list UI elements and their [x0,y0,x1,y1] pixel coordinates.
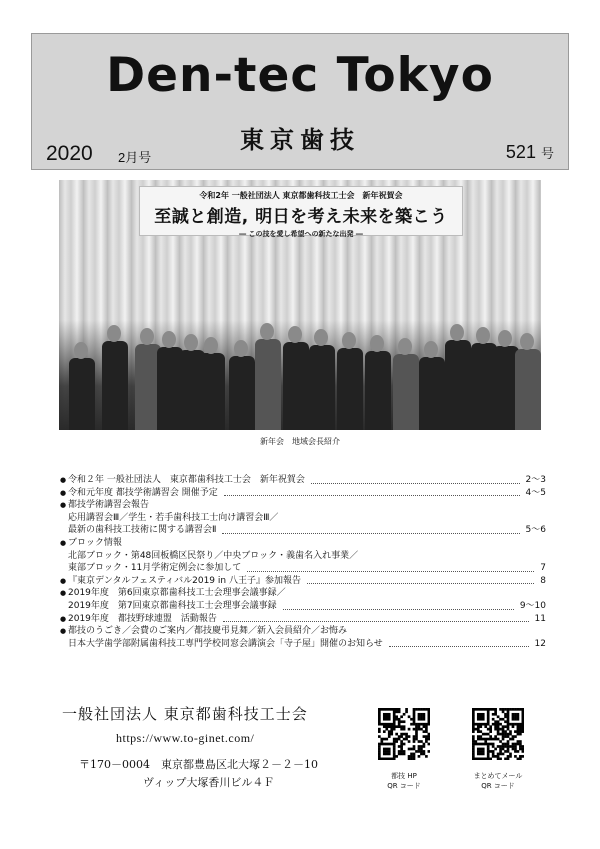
toc-entry-text: 最新の歯科技工技術に関する講習会Ⅱ [68,525,217,536]
toc-bullet: ● [60,476,67,484]
toc-entry-text: 令和２年 一般社団法人 東京都歯科技工士会 新年祝賀会 [68,475,305,485]
toc-page-number: 2～3 [525,475,546,485]
toc-entry-text: 北部ブロック・第48回板橋区民祭り／中央ブロック・義歯名入れ事業／ [68,550,359,561]
toc-row [60,613,546,626]
person-silhouette [283,342,309,430]
toc-bullet: ● [60,488,67,497]
qr-caption-homepage-line2: QR コード [387,782,421,790]
toc-page-number: 4～5 [525,487,546,498]
cover-photo [59,180,541,430]
toc-page-number: 8 [540,575,546,586]
person-head [498,330,512,347]
toc-row [60,575,546,588]
toc-entry-text: 日本大学歯学部附属歯科技工専門学校同窓会講演会「寺子屋」開催のお知らせ [68,638,383,649]
toc-page-number: 7 [540,563,546,574]
issue-number-suffix: 号 [540,146,554,161]
qr-caption-mail-line2: QR コード [481,782,515,790]
person-head [162,331,176,348]
toc-row [60,537,546,550]
issue-number [506,142,554,163]
toc-leader-dots [247,558,534,572]
toc-bullet: ● [60,576,67,585]
address-line-1: 〒170－0004 東京都豊島区北大塚２－２－10 [79,758,318,771]
toc-page-number: 11 [534,613,546,624]
banner-line-3: ― この技を愛し希望への新たな出発 ― [239,230,363,238]
event-banner [139,186,463,236]
person-head [424,341,438,358]
person-head [520,333,534,350]
toc-entry-text: 都技学術講習会報告 [68,500,150,511]
person-silhouette [337,348,363,430]
person-head [184,334,198,351]
qr-code-homepage[interactable] [378,708,430,760]
table-of-contents [60,474,546,650]
person-silhouette [309,345,335,430]
toc-entry-text: 都技のうごき／会費のご案内／都技慶弔見舞／新入会員紹介／お悔み [68,626,348,637]
issue-number-value: 521 [505,142,536,162]
person-silhouette [199,353,225,430]
person-silhouette [229,356,255,430]
toc-entry-text: 応用講習会Ⅲ／学生・若手歯科技工士向け講習会Ⅲ／ [68,512,279,523]
toc-row [60,524,546,537]
person-head [342,332,356,349]
issue-year: 2020 [46,142,93,165]
person-head [260,323,274,340]
banner-line-2: 至誠と創造, 明日を考え未来を築こう [154,207,448,227]
person-head [140,328,154,345]
person-head [204,337,218,354]
person-silhouette [69,358,95,430]
qr-caption-homepage-line1: 都技 HP [391,772,417,780]
toc-bullet: ● [60,501,67,510]
qr-caption-mail-line1: まとめてメール [473,772,523,780]
toc-leader-dots [224,483,520,497]
person-head [476,327,490,344]
toc-leader-dots [222,520,520,534]
toc-bullet: ● [60,614,67,623]
toc-row [60,499,546,512]
toc-entry-text: ブロック情報 [68,537,122,548]
toc-leader-dots [223,609,529,623]
person-head [450,324,464,341]
toc-leader-dots [311,470,520,484]
banner-line-1: 令和2年 一般社団法人 東京都歯科技工士会 新年祝賀会 [199,191,403,200]
toc-row [60,638,546,651]
person-head [288,326,302,343]
toc-bullet: ● [60,538,67,547]
toc-leader-dots [283,596,514,610]
person-head [398,338,412,355]
person-head [370,335,384,352]
toc-leader-dots [389,634,529,648]
toc-entry-text: 『東京デンタルフェスティバル2019 in 八王子』参加報告 [68,575,301,586]
qr-caption-homepage [364,771,444,791]
issue-month: 2月号 [118,150,152,165]
toc-entry-text: 2019年度 第7回東京都歯科技工士会理事会議事録 [68,600,277,611]
toc-page-number: 9～10 [519,600,546,611]
toc-bullet: ● [60,589,67,598]
person-silhouette [419,357,445,430]
toc-page-number: 12 [534,638,546,649]
person-silhouette [102,341,128,430]
qr-code-mail[interactable] [472,708,524,760]
person-head [107,325,121,342]
toc-leader-dots [307,571,534,585]
photo-caption: 新年会 地域会長紹介 [260,437,340,446]
person-silhouette [515,349,541,430]
toc-row [60,487,546,500]
toc-entry-text: 令和元年度 都技学術講習会 開催予定 [68,487,218,498]
toc-entry-text: 2019年度 第6回東京都歯科技工士会理事会議事録／ [68,588,286,599]
address-line-2: ヴィップ大塚香川ビル４Ｆ [143,776,275,789]
toc-entry-text: 東部ブロック・11月学術定例会に参加して [68,563,242,574]
toc-page-number: 5～6 [525,525,546,536]
person-head [234,340,248,357]
person-silhouette [445,340,471,430]
masthead [31,33,569,170]
toc-entry-text: 2019年度 都技野球連盟 活動報告 [68,613,217,624]
newsletter-title: Den-tec Tokyo [106,48,494,103]
newsletter-subtitle: 東京歯技 [240,125,360,154]
person-silhouette [365,351,391,430]
person-silhouette [255,339,281,430]
person-head [74,342,88,359]
toc-bullet: ● [60,627,67,636]
website-url[interactable]: https://www.to-ginet.com/ [116,731,255,745]
organization-name: 一般社団法人 東京都歯科技工士会 [62,705,308,723]
qr-caption-mail [458,771,538,791]
person-silhouette [393,354,419,430]
person-head [314,329,328,346]
